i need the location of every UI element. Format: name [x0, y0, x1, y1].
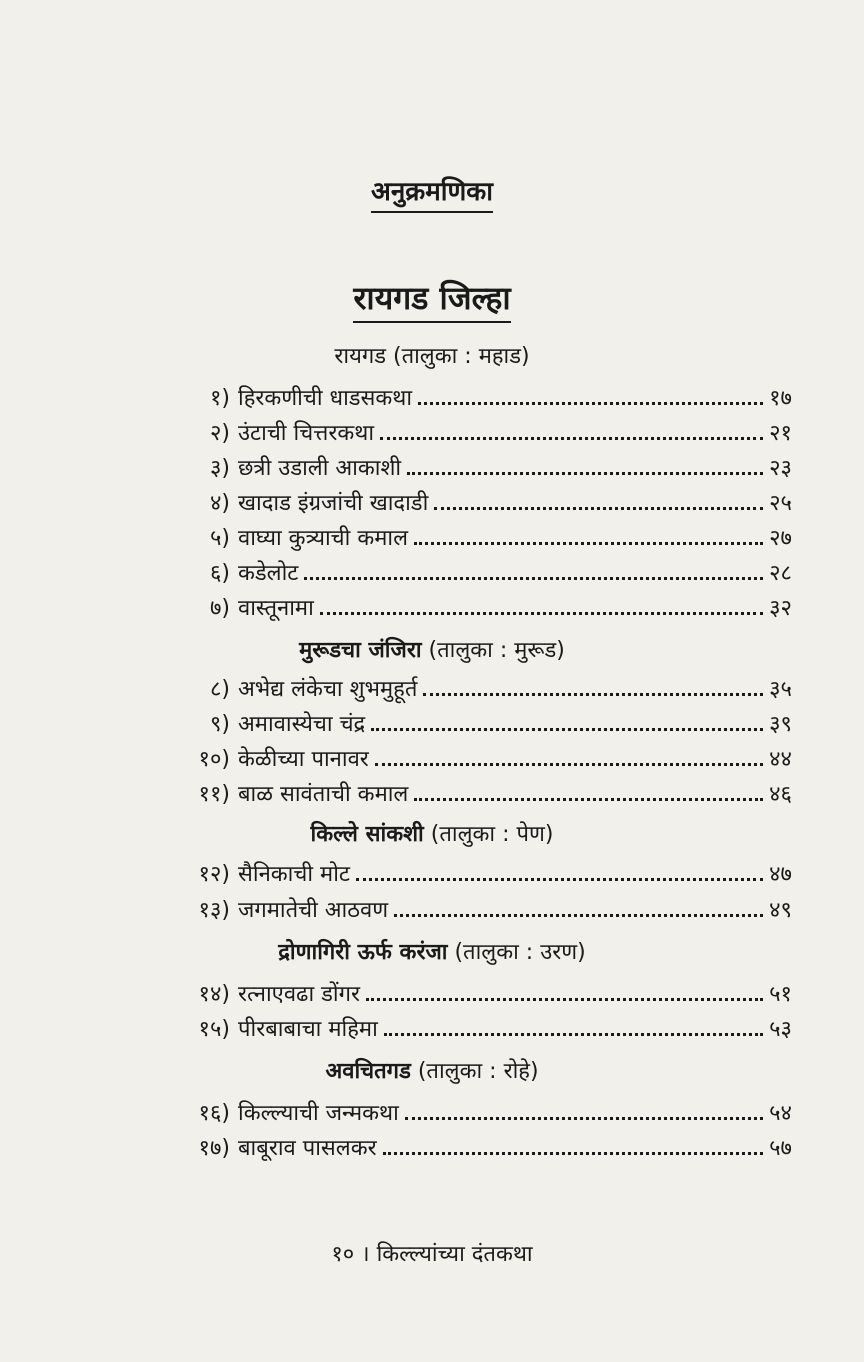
entry-title: वास्तूनामा — [238, 596, 314, 621]
entry-number: १२) — [198, 862, 230, 887]
section-taluka: रायगड (तालुका : महाड) — [334, 344, 530, 369]
entry-number: ६) — [209, 561, 230, 586]
entry-page: ४७ — [769, 862, 792, 887]
toc-entry — [180, 896, 792, 926]
dot-leader — [371, 728, 763, 731]
entry-title: रत्नाएवढा डोंगर — [238, 982, 360, 1007]
section-heading — [0, 936, 864, 966]
entry-title: बाळ सावंताची कमाल — [238, 782, 409, 807]
section-taluka: (तालुका : रोहे) — [417, 1059, 539, 1084]
entry-title: खादाड इंग्रजांची खादाडी — [238, 491, 429, 516]
entry-number: ५) — [209, 526, 230, 551]
entry-title: कडेलोट — [238, 561, 299, 586]
entry-number: ८) — [209, 677, 230, 702]
dot-leader — [414, 798, 763, 801]
dot-leader — [375, 763, 763, 766]
entry-page: ३२ — [769, 596, 792, 621]
dot-leader — [434, 507, 763, 510]
contents-heading — [0, 172, 864, 208]
toc-entry — [180, 1015, 792, 1045]
entry-title: बाबूराव पासलकर — [238, 1136, 377, 1161]
section-fort-name: अवचितगड — [325, 1059, 411, 1084]
entry-number: १३) — [198, 898, 230, 923]
entry-page: ४९ — [769, 898, 792, 923]
entry-page: ४४ — [769, 747, 792, 772]
section-heading — [0, 340, 864, 370]
dot-leader — [384, 1033, 763, 1036]
entry-page: २८ — [769, 561, 792, 586]
entry-number: ९) — [209, 712, 230, 737]
dot-leader — [383, 1152, 763, 1155]
section-fort-name: द्रोणागिरी ऊर्फ करंजा — [278, 940, 448, 965]
dot-leader — [304, 577, 763, 580]
dot-leader — [356, 878, 763, 881]
entry-number: १५) — [198, 1017, 230, 1042]
entry-page: ३९ — [769, 712, 792, 737]
toc-entry — [180, 710, 792, 740]
district-heading-text: रायगड जिल्हा — [353, 279, 510, 323]
section-taluka: (तालुका : उरण) — [454, 940, 586, 965]
entry-title: अमावास्येचा चंद्र — [238, 712, 366, 737]
entry-page: २१ — [769, 421, 792, 446]
dot-leader — [414, 542, 763, 545]
dot-leader — [366, 998, 763, 1001]
entry-title: उंटाची चित्तरकथा — [238, 421, 375, 446]
entry-title: सैनिकाची मोट — [238, 862, 350, 887]
toc-entry — [180, 419, 792, 449]
dot-leader — [320, 612, 763, 615]
toc-entry — [180, 454, 792, 484]
entry-title: वाघ्या कुत्र्याची कमाल — [238, 526, 409, 551]
entry-number: १७) — [198, 1136, 230, 1161]
dot-leader — [405, 1117, 763, 1120]
entry-page: २७ — [769, 526, 792, 551]
toc-entry — [180, 980, 792, 1010]
entry-number: ३) — [209, 456, 230, 481]
section-taluka: (तालुका : मुरूड) — [428, 638, 565, 663]
entry-title: जगमातेची आठवण — [238, 898, 389, 923]
toc-entry — [180, 1099, 792, 1129]
section-heading — [0, 1055, 864, 1085]
toc-entry — [180, 860, 792, 890]
entry-page: २५ — [769, 491, 792, 516]
dot-leader — [418, 402, 763, 405]
section-fort-name: किल्ले सांकशी — [310, 822, 424, 847]
entry-page: ५३ — [769, 1017, 792, 1042]
entry-number: २) — [209, 421, 230, 446]
entry-number: १०) — [198, 747, 230, 772]
entry-title: अभेद्य लंकेचा शुभमुहूर्त — [238, 677, 418, 702]
entry-page: १७ — [769, 386, 792, 411]
entry-number: १) — [209, 386, 230, 411]
entry-title: पीरबाबाचा महिमा — [238, 1017, 378, 1042]
entry-page: ४६ — [769, 782, 792, 807]
district-heading — [0, 276, 864, 319]
section-heading — [0, 818, 864, 848]
entry-title: छत्री उडाली आकाशी — [238, 456, 402, 481]
entry-number: १४) — [198, 982, 230, 1007]
section-heading — [0, 634, 864, 664]
toc-entry — [180, 745, 792, 775]
toc-entry — [180, 524, 792, 554]
page-footer: १० । किल्ल्यांच्या दंतकथा — [331, 1242, 533, 1267]
entry-page: ५७ — [769, 1136, 792, 1161]
toc-entry — [180, 384, 792, 414]
toc-entry — [180, 489, 792, 519]
entry-title: केळीच्या पानावर — [238, 747, 369, 772]
dot-leader — [380, 437, 763, 440]
entry-page: ५४ — [769, 1101, 792, 1126]
entry-page: ३५ — [769, 677, 792, 702]
contents-heading-text: अनुक्रमणिका — [371, 177, 493, 213]
dot-leader — [407, 472, 763, 475]
entry-page: २३ — [769, 456, 792, 481]
entry-number: ११) — [198, 782, 230, 807]
toc-entry — [180, 675, 792, 705]
section-taluka: (तालुका : पेण) — [430, 822, 554, 847]
entry-number: ७) — [209, 596, 230, 621]
dot-leader — [394, 914, 763, 917]
toc-entry — [180, 780, 792, 810]
toc-entry — [180, 594, 792, 624]
entry-number: ४) — [209, 491, 230, 516]
entry-number: १६) — [198, 1101, 230, 1126]
dot-leader — [423, 693, 763, 696]
section-fort-name: मुरूडचा जंजिरा — [299, 638, 422, 663]
entry-title: हिरकणीची धाडसकथा — [238, 386, 413, 411]
toc-entry — [180, 1134, 792, 1164]
entry-title: किल्ल्याची जन्मकथा — [238, 1101, 399, 1126]
entry-page: ५१ — [769, 982, 792, 1007]
toc-entry — [180, 559, 792, 589]
